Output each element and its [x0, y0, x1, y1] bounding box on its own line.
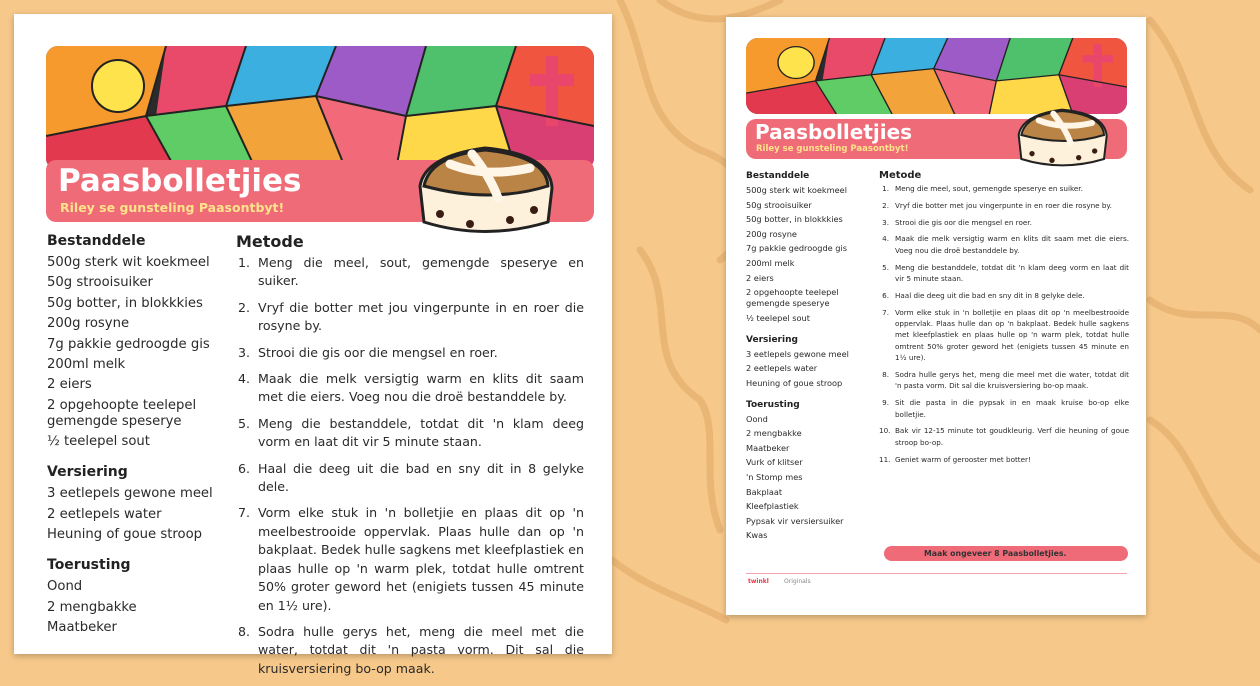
method-step: 6. Haal die deeg uit die bad en sny dit in 8 gelyke dele. — [882, 290, 1085, 300]
decoration-item: Heuning of goue stroop — [746, 377, 843, 388]
method-column — [236, 233, 584, 686]
recipe-page-full — [726, 17, 1146, 615]
ingredient-item: ½ teelepel sout — [47, 433, 150, 449]
method-step: 3. Strooi die gis oor die mengsel en roer. — [237, 344, 498, 360]
decoration-item: 3 eetlepels gewone meel — [47, 486, 213, 502]
equipment-heading: Toerusting — [746, 399, 800, 410]
method-step: 1. Meng die meel, sout, gemengde speserye en suiker. — [237, 255, 584, 289]
equipment-item: Kwas — [746, 530, 768, 541]
hot-cross-bun-image — [410, 126, 560, 246]
recipe-subtitle: Riley se gunsteling Paasontbyt! — [756, 144, 909, 154]
decoration-heading: Versiering — [746, 334, 798, 345]
ingredient-item: 2 eiers — [47, 377, 92, 393]
method-step: 11. Geniet warm of gerooster met botter! — [879, 454, 1031, 464]
method-step: 4. Maak die melk versigtig warm en klits dit saam met die eiers. Voeg nou die droë bestanddele by. — [237, 371, 584, 405]
method-step: 8. Sodra hulle gerys het, meng die meel met die water, totdat dit 'n pasta vorm. Dit sal die kruisversiering bo-op maak. — [882, 370, 1129, 391]
ingredient-item: 2 opgehoopte teelepel gemengde speserye — [746, 287, 839, 309]
ingredients-heading: Bestanddele — [746, 171, 810, 181]
ingredient-item: 500g sterk wit koekmeel — [746, 185, 847, 195]
equipment-item: 2 mengbakke — [47, 599, 137, 615]
equipment-item: 2 mengbakke — [746, 428, 802, 439]
hot-cross-bun-image — [1010, 95, 1114, 175]
method-step: 7. Vorm elke stuk in 'n bolletjie en plaas dit op 'n meelbestrooide oppervlak. Plaas hulle dan op 'n bakplaat. Bedek hulle sagkens met kleefplastiek en plaas hulle op 'n warm plek, totdat hulle omtrent 50% groter geword het (enigiets tussen 45 minute en 1½ ure). — [237, 505, 584, 613]
recipe-subtitle: Riley se gunsteling Paasontbyt! — [60, 200, 285, 215]
method-step: 8. Sodra hulle gerys het, meng die meel met die water, totdat dit 'n pasta vorm. Dit sal die kruisversiering bo-op maak. — [237, 623, 584, 676]
method-step: 7. Vorm elke stuk in 'n bolletjie en plaas dit op 'n meelbestrooide oppervlak. Plaas hulle dan op 'n bakplaat. Bedek hulle sagkens met kleefplastiek en plaas hulle op 'n warm plek, totdat hulle omtrent 50% groter geword het (enigiets tussen 45 minute en 1½ ure). — [882, 307, 1129, 363]
method-step: 2. Vryf die botter met jou vingerpunte in en roer die rosyne by. — [882, 200, 1112, 210]
method-step: 1. Meng die meel, sout, gemengde speserye en suiker. — [882, 184, 1083, 193]
ingredient-item: 2 eiers — [746, 272, 774, 283]
ingredient-item: 7g pakkie gedroogde gis — [47, 336, 210, 352]
ingredient-item: 50g botter, in blokkkies — [746, 214, 843, 225]
originals-label: Originals — [784, 578, 811, 585]
recipe-title: Paasbolletjies — [58, 163, 302, 199]
method-heading: Metode — [879, 170, 922, 181]
ingredient-item: 50g botter, in blokkkies — [47, 295, 203, 311]
equipment-item: Maatbeker — [47, 620, 117, 636]
equipment-item: Kleefplastiek — [746, 501, 799, 512]
method-step: 10. Bak vir 12-15 minute tot goudkleurig. Verf die heuning of goue stroop bo-op. — [879, 426, 1129, 447]
twinkl-logo: twinkl — [748, 578, 769, 585]
method-step: 9. Sit die pasta in die pypsak in en maak kruise bo-op elke bolletjie. — [882, 398, 1129, 419]
method-step: 4. Maak die melk versigtig warm en klits dit saam met die eiers. Voeg nou die droë bestanddele by. — [882, 234, 1129, 255]
ingredient-item: 200ml melk — [47, 357, 126, 373]
method-step: 3. Strooi die gis oor die mengsel en roer. — [882, 217, 1032, 227]
equipment-item: Oond — [746, 413, 768, 424]
equipment-item: Vurk of klitser — [746, 457, 803, 468]
ingredient-item: 50g strooisuiker — [746, 199, 812, 210]
ingredient-item: 2 opgehoopte teelepel gemengde speserye — [47, 397, 197, 429]
ingredient-item: 500g sterk wit koekmeel — [47, 255, 210, 270]
equipment-item: Oond — [47, 579, 83, 595]
method-column — [879, 170, 1129, 470]
equipment-heading: Toerusting — [47, 557, 131, 574]
decoration-item: 2 eetlepels water — [746, 363, 818, 374]
ingredient-item: 200g rosyne — [746, 228, 797, 239]
equipment-item: 'n Stomp mes — [746, 471, 803, 482]
decoration-heading: Versiering — [47, 464, 128, 481]
ingredient-item: ½ teelepel sout — [746, 313, 810, 324]
yield-banner: Maak ongeveer 8 Paasbolletjies. — [884, 546, 1128, 561]
method-step: 2. Vryf die botter met jou vingerpunte in en roer die rosyne by. — [237, 299, 584, 334]
equipment-item: Bakplaat — [746, 486, 783, 497]
decoration-item: 3 eetlepels gewone meel — [746, 348, 849, 359]
method-step: 5. Meng die bestanddele, totdat dit 'n klam deeg vorm en laat dit vir 5 minute staan. — [882, 262, 1129, 283]
ingredient-item: 200g rosyne — [47, 316, 130, 332]
ingredients-column — [47, 233, 217, 651]
equipment-item: Maatbeker — [746, 442, 790, 453]
method-step: 5. Meng die bestanddele, totdat dit 'n klam deeg vorm en laat dit vir 5 minute staan. — [237, 415, 584, 450]
equipment-item: Pypsak vir versiersuiker — [746, 515, 844, 526]
ingredient-item: 7g pakkie gedroogde gis — [746, 243, 848, 254]
method-heading: Metode — [236, 232, 304, 251]
method-step: 6. Haal die deeg uit die bad en sny dit in 8 gelyke dele. — [237, 460, 584, 495]
ingredient-item: 200ml melk — [746, 257, 795, 268]
decoration-item: 2 eetlepels water — [47, 506, 162, 522]
recipe-page-zoomed — [14, 14, 612, 676]
ingredients-heading: Bestanddele — [47, 233, 146, 249]
decoration-item: Heuning of goue stroop — [47, 527, 203, 543]
ingredient-item: 50g strooisuiker — [47, 275, 153, 291]
recipe-title: Paasbolletjies — [755, 120, 913, 144]
ingredients-column — [746, 170, 866, 551]
page-footer — [746, 573, 1127, 595]
